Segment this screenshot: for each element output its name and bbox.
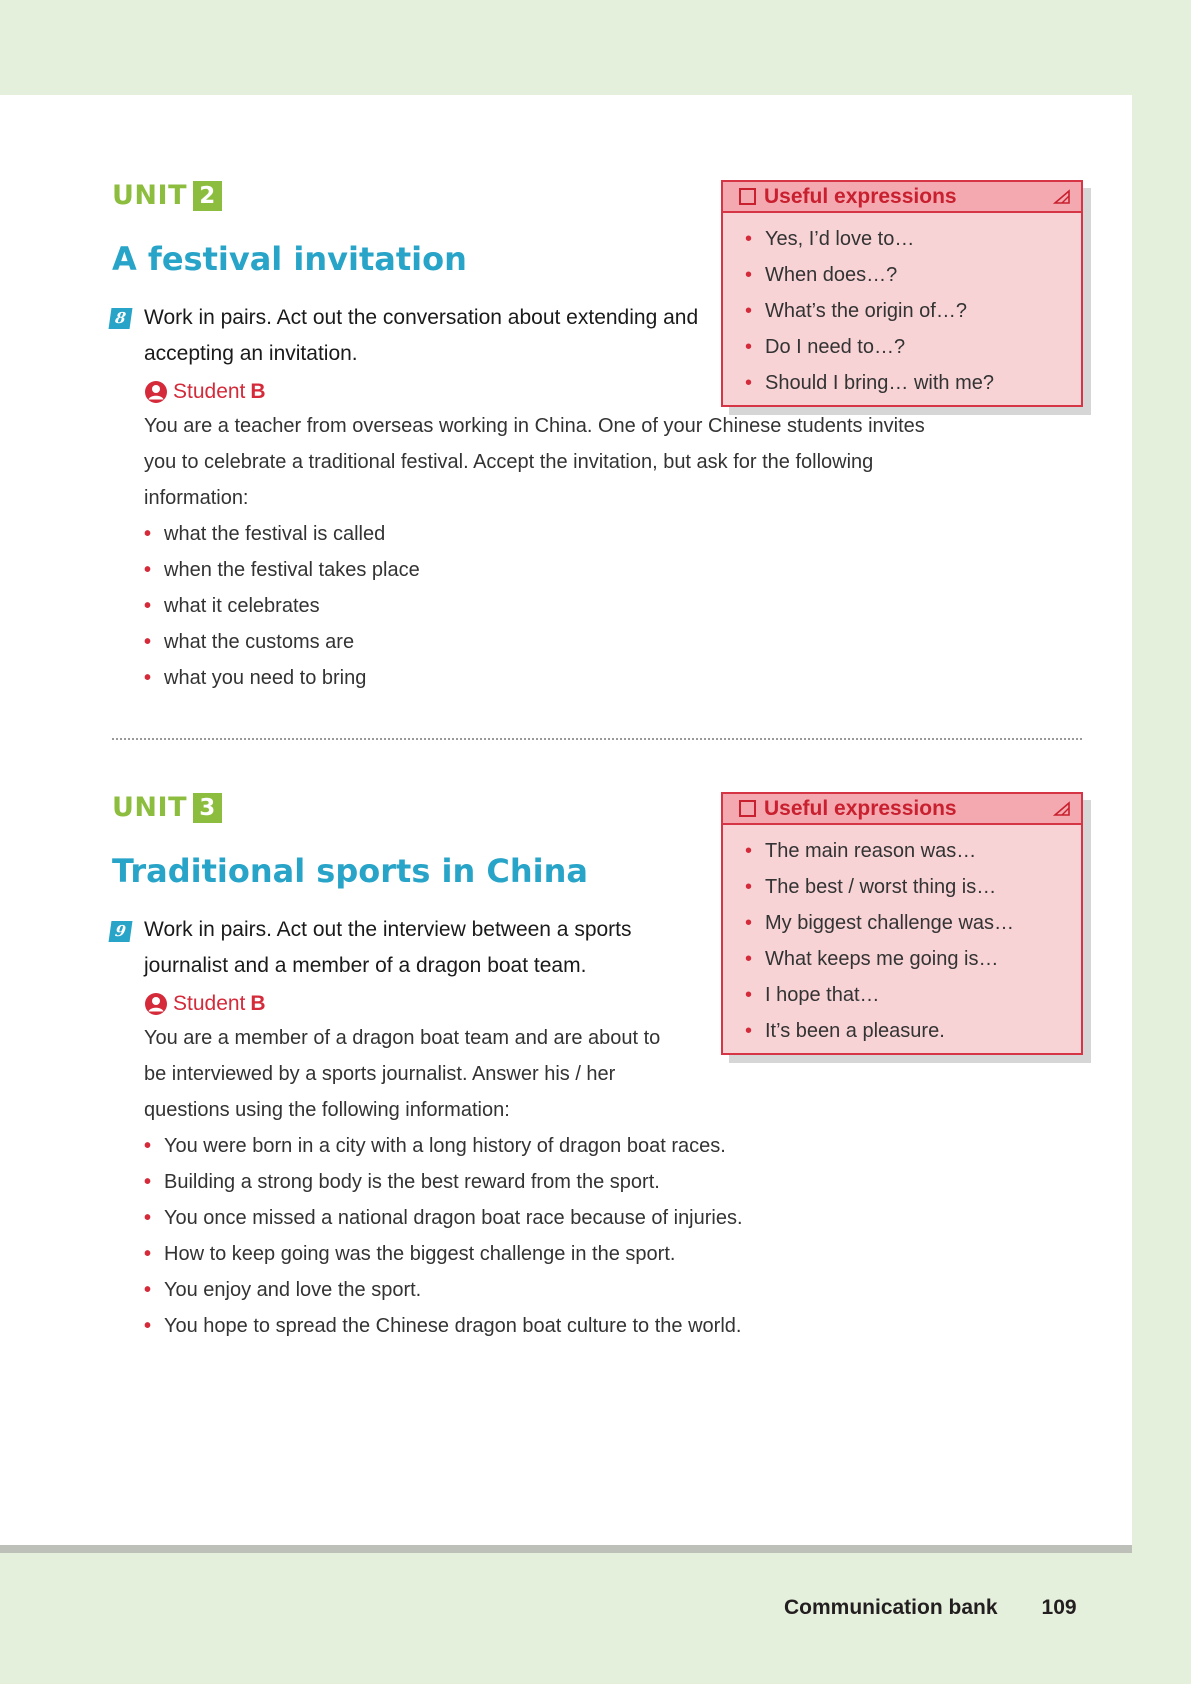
footer-section-name: Communication bank	[784, 1596, 998, 1619]
section-divider	[112, 738, 1082, 740]
list-item: • what it celebrates	[144, 588, 420, 624]
unit-2-instruction: Work in pairs. Act out the conversation about extending and accepting an invitation.	[144, 306, 699, 365]
student-letter: B	[250, 380, 266, 403]
student-icon	[144, 992, 168, 1016]
unit-3-paragraph: You are a member of a dragon boat team and are about to be interviewed by a sports journalist. Answer his / her questions using the following information:	[144, 1027, 661, 1121]
list-item: • What keeps me going is…	[745, 941, 1081, 977]
corner-triangle-icon	[1053, 801, 1071, 817]
useful-expressions-box-unit-3	[721, 792, 1083, 1055]
list-item: • You once missed a national dragon boat race because of injuries.	[144, 1200, 743, 1236]
list-item: • When does…?	[745, 257, 1081, 293]
unit-3-label	[112, 792, 222, 823]
unit-2-title: A festival invitation	[112, 240, 467, 278]
useful-expressions-title: Useful expressions	[764, 796, 957, 820]
unit-3-title: Traditional sports in China	[112, 852, 588, 890]
list-item: • What’s the origin of…?	[745, 293, 1081, 329]
list-item: • You hope to spread the Chinese dragon boat culture to the world.	[144, 1308, 743, 1344]
list-item: • It’s been a pleasure.	[745, 1013, 1081, 1049]
unit-3-instruction: Work in pairs. Act out the interview between a sports journalist and a member of a dragon boat team.	[144, 918, 632, 977]
list-item: • Should I bring… with me?	[745, 365, 1081, 401]
list-item: • You were born in a city with a long history of dragon boat races.	[144, 1128, 743, 1164]
list-item: • what you need to bring	[144, 660, 420, 696]
list-item: • I hope that…	[745, 977, 1081, 1013]
list-item: • How to keep going was the biggest challenge in the sport.	[144, 1236, 743, 1272]
list-item: • what the customs are	[144, 624, 420, 660]
useful-expressions-header	[723, 182, 1081, 213]
student-b-label	[144, 380, 266, 404]
student-label-text: Student	[173, 992, 246, 1015]
unit-2-label	[112, 180, 222, 211]
list-item: • when the festival takes place	[144, 552, 420, 588]
unit-word: UNIT	[112, 180, 187, 211]
list-item: • what the festival is called	[144, 516, 420, 552]
page-footer	[784, 1596, 1077, 1620]
checkbox-icon	[739, 800, 756, 817]
list-item: • My biggest challenge was…	[745, 905, 1081, 941]
useful-expressions-list	[723, 825, 1081, 1053]
list-item: • Yes, I’d love to…	[745, 221, 1081, 257]
unit-2-bullet-list	[144, 516, 420, 696]
useful-expressions-box-unit-2	[721, 180, 1083, 407]
list-item: • Do I need to…?	[745, 329, 1081, 365]
list-item: • The main reason was…	[745, 833, 1081, 869]
unit-number-badge: 3	[193, 793, 222, 823]
unit-3-bullet-list	[144, 1128, 743, 1344]
checkbox-icon	[739, 188, 756, 205]
student-label-text: Student	[173, 380, 246, 403]
list-item: • Building a strong body is the best reward from the sport.	[144, 1164, 743, 1200]
useful-expressions-list	[723, 213, 1081, 405]
list-item: • You enjoy and love the sport.	[144, 1272, 743, 1308]
task-number-badge: 9	[109, 921, 133, 942]
corner-triangle-icon	[1053, 189, 1071, 205]
list-item: • The best / worst thing is…	[745, 869, 1081, 905]
student-letter: B	[250, 992, 266, 1015]
useful-expressions-title: Useful expressions	[764, 184, 957, 208]
student-icon	[144, 380, 168, 404]
useful-expressions-header	[723, 794, 1081, 825]
page-number: 109	[1041, 1596, 1077, 1619]
unit-2-paragraph: You are a teacher from overseas working in China. One of your Chinese students invites you to celebrate a traditional festival. Accept the invitation, but ask for the following information:	[144, 415, 925, 509]
unit-word: UNIT	[112, 792, 187, 823]
unit-number-badge: 2	[193, 181, 222, 211]
student-b-label	[144, 992, 266, 1016]
task-number-badge: 8	[109, 308, 133, 329]
